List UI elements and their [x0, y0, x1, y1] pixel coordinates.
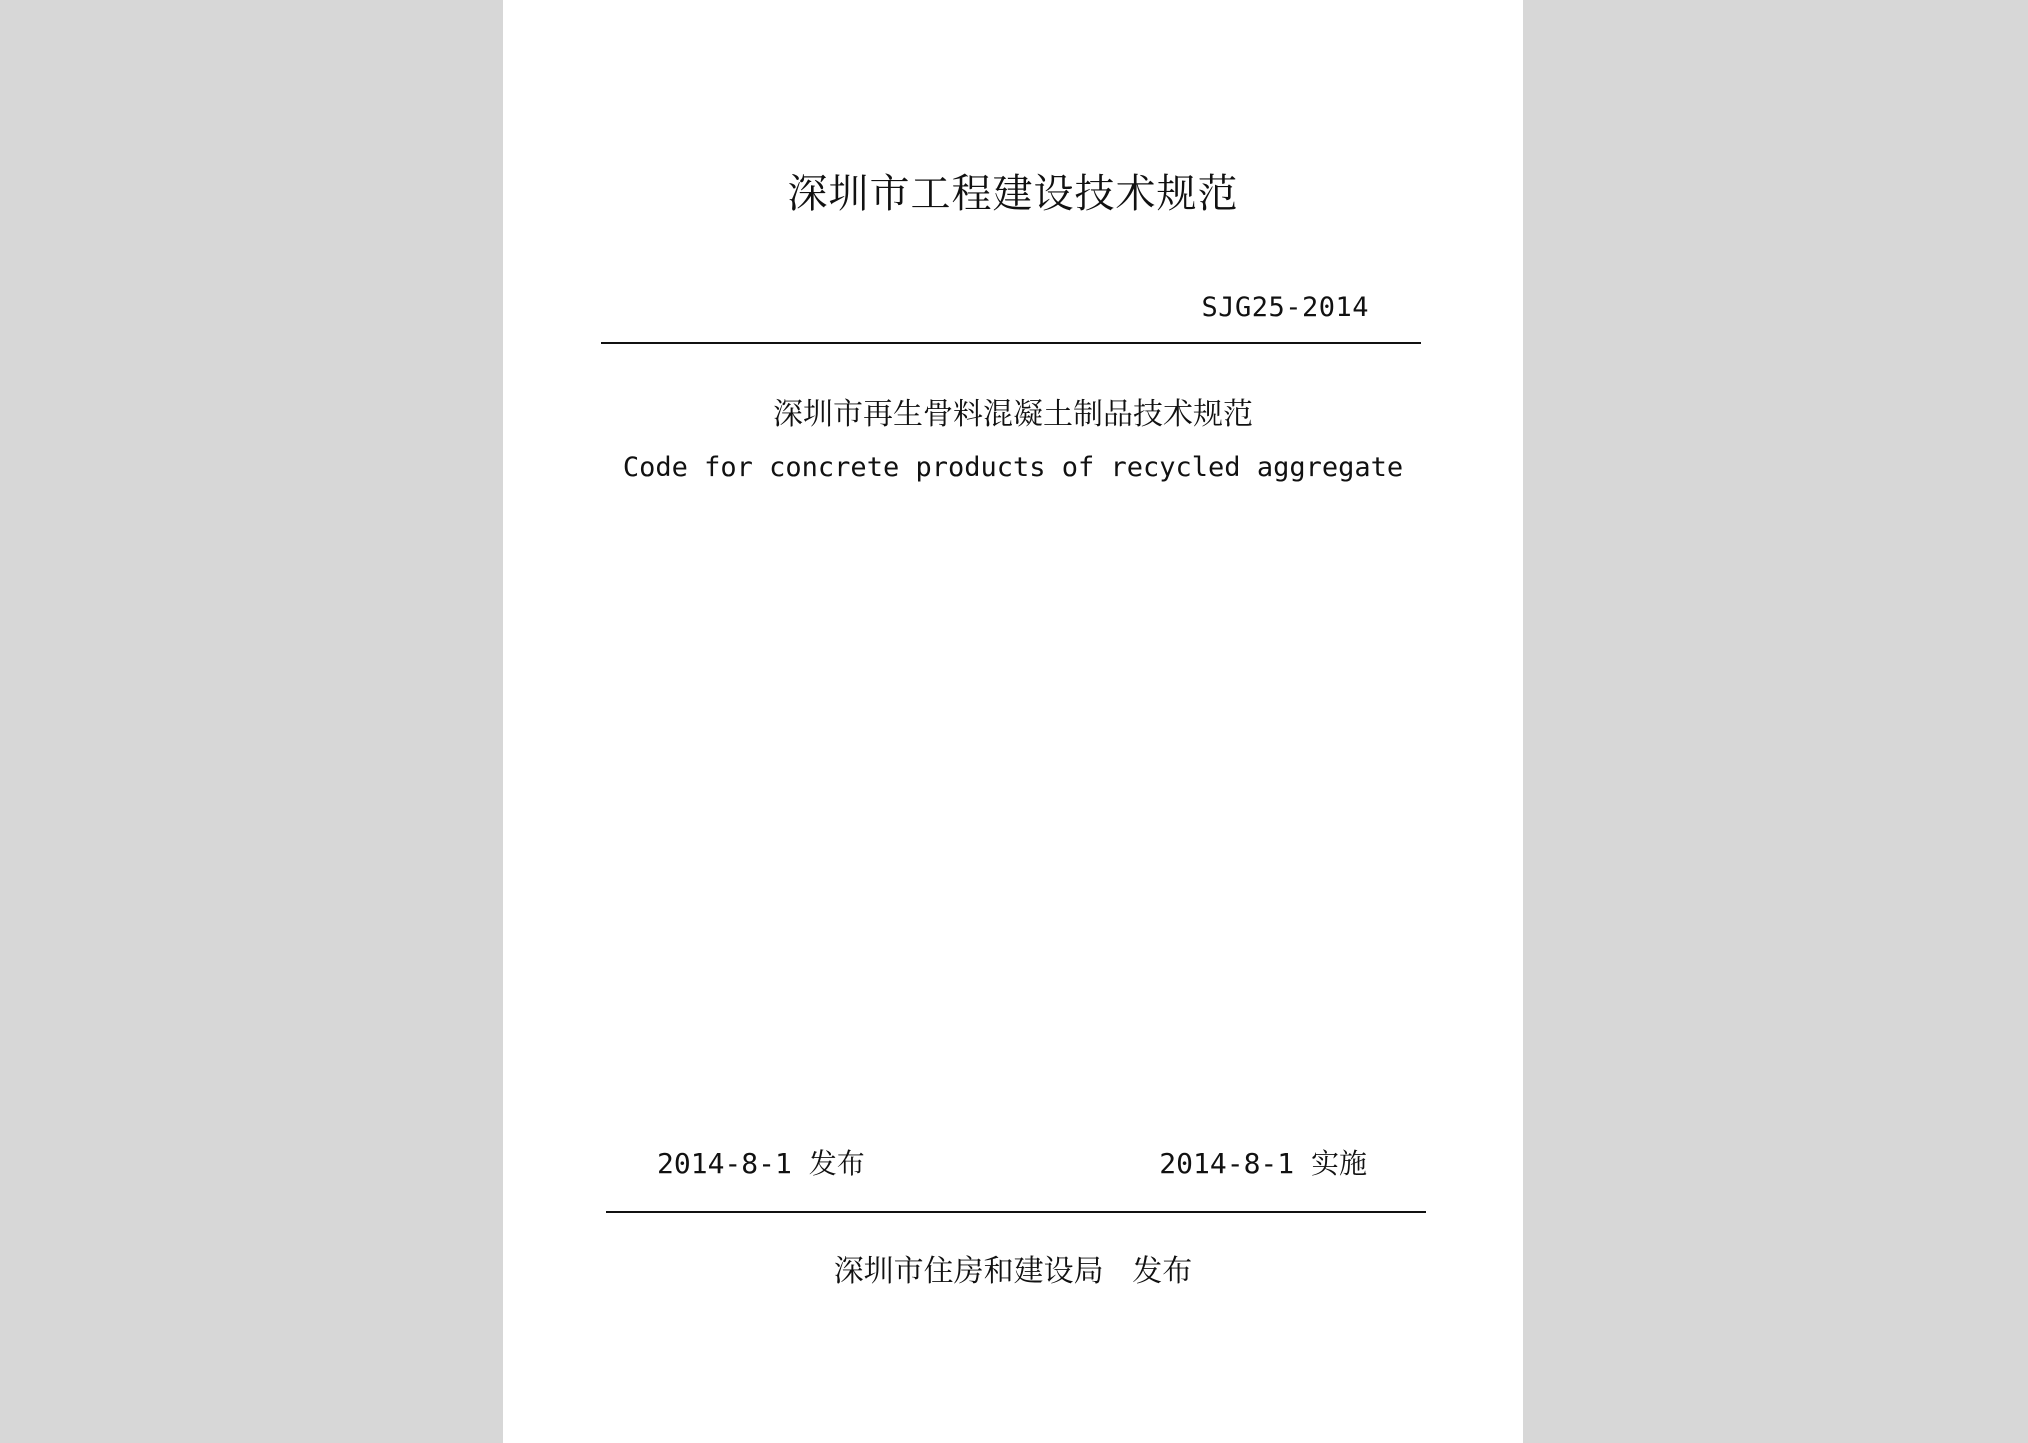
document-title-chinese: 深圳市再生骨料混凝土制品技术规范: [773, 397, 1253, 432]
document-title-english: Code for concrete products of recycled aggregate: [622, 452, 1404, 483]
effective-date: 2014-8-1 实施: [1159, 1147, 1367, 1180]
bottom-divider: [606, 1211, 1426, 1213]
release-date: 2014-8-1 发布: [657, 1147, 865, 1180]
document-page: [503, 0, 1523, 1443]
top-divider: [601, 342, 1421, 344]
issuing-authority: 深圳市住房和建设局 发布: [833, 1254, 1193, 1289]
standard-number: SJG25-2014: [1201, 292, 1369, 323]
series-title: 深圳市工程建设技术规范: [787, 171, 1239, 217]
